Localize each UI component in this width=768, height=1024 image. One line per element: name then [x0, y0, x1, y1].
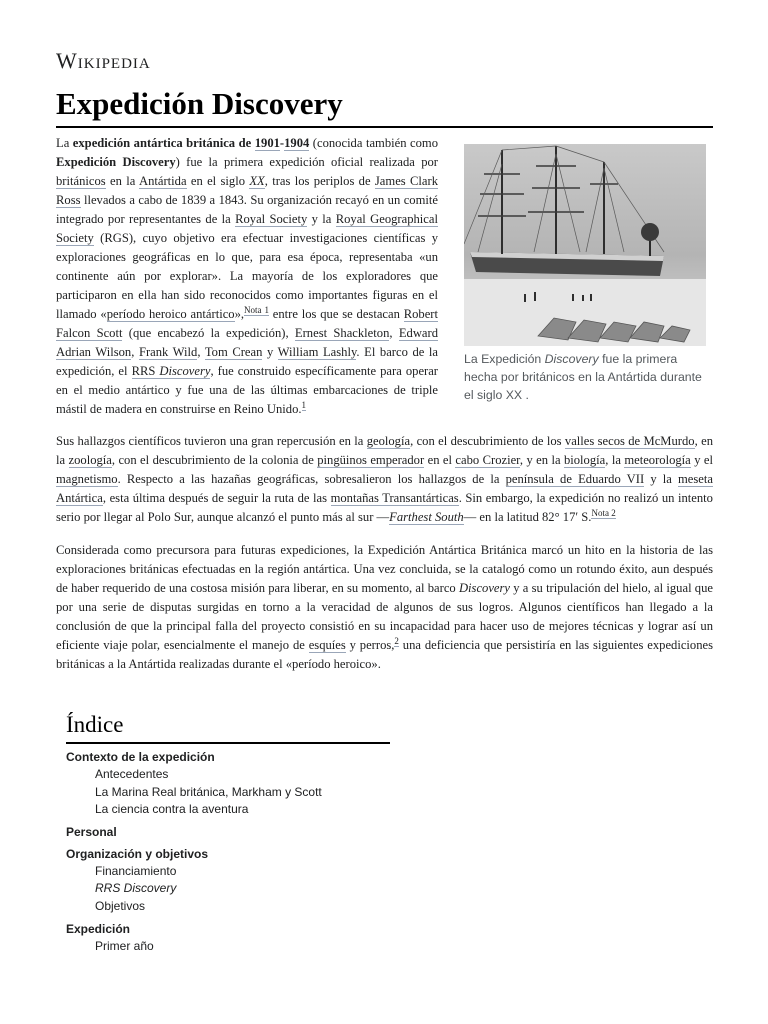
ship-photo[interactable]: [464, 144, 706, 346]
link-james-clark-ross[interactable]: James Clark Ross: [56, 174, 438, 207]
link-farthest-south[interactable]: Farthest South: [389, 510, 464, 524]
toc-item-expedicion[interactable]: Expedición: [66, 921, 131, 936]
toc-item-rrs-discovery[interactable]: RRS Discovery: [95, 881, 177, 896]
link-biologia[interactable]: biología: [563, 453, 606, 467]
link-britanicos[interactable]: británicos: [56, 174, 106, 188]
lead-paragraph-1: La expedición antártica británica de 1901-1904 (conocida también como Expedición Discovery) fue la primera expedición oficial realizada por británicos en la Antártida en el siglo XX, tras los periplos de James Clark Ross llevados a cabo de 1839 a 1843. Su organización recayó en un comité integrado por representantes de la Royal Society y la Royal Geographical Society (RGS), cuyo objetivo era efectuar investigaciones científicas y exploraciones geográficas en lo que, para esa época, representaba «un continente aún por explorar». La mayoría de los exploradores que participaron en ella han sido reconocidos como importantes figuras en el llamado «período heroico antártico»,$^{Nota 1}$ entre los que se destacan Robert Falcon Scott (que encabezó la expedición), Ernest Shackleton, Edward Adrian Wilson, Frank Wild, Tom Crean y William Lashly. El barco de la expedición, el RRS Discovery, fue construido específicamente para operar en el medio antártico y fue una de las últimas embarcaciones de triple mástil de madera en construirse en Reino Unido.$^1$: [56, 136, 439, 416]
link-cabo-crozier[interactable]: cabo Crozier: [455, 453, 520, 467]
lead-figure: [464, 144, 706, 404]
link-meseta-antartica[interactable]: meseta Antártica: [56, 472, 713, 505]
link-meteorologia[interactable]: meteorología: [624, 453, 691, 467]
link-zoologia[interactable]: zoología: [68, 453, 112, 467]
link-tom-crean[interactable]: Tom Crean: [204, 345, 263, 359]
link-royal-society[interactable]: Royal Society: [235, 212, 308, 226]
lead-paragraph-3: Considerada como precursora para futuras expediciones, la Expedición Antártica Británica marcó un hito en la historia de las exploraciones británicas efectuadas en la región antártica. Una vez concluida, se la catalogó como un rotundo éxito, aun después de haber requerido de una costosa misión para liberar, en su momento, al barco Discovery y a su tripulación del hielo, al igual que por una serie de disputas surgidas en torno a la veracidad de algunos de sus logros. Algunos científicos han llegado a la conclusión de que la principal falla del proyecto consistió en su incapacidad para hacer uso de mejores técnicas y lograr así un eficiente viaje polar, esencialmente el manejo de esquíes y perros,$^2$ una deficiencia que persistiría en las siguientes expediciones británicas a la Antártida realizadas durante el «período heroico».: [56, 543, 714, 671]
note-2-ref[interactable]: Nota 2: [591, 507, 616, 518]
ref-1[interactable]: 1: [301, 399, 307, 410]
link-pinguinos-emperador[interactable]: pingüinos emperador: [317, 453, 425, 467]
link-valles-secos[interactable]: valles secos de McMurdo: [564, 434, 695, 448]
toc-item-organizacion[interactable]: Organización y objetivos: [66, 846, 209, 861]
figure-caption: La Expedición Discovery fue la primera hecha por británicos en la Antártida durante el siglo XX .: [464, 352, 702, 402]
lead-paragraph-2: Sus hallazgos científicos tuvieron una gran repercusión en la geología, con el descubrimiento de los valles secos de McMurdo, en la zoología, con el descubrimiento de la colonia de pingüinos emperador en el cabo Crozier, y en la biología, la meteorología y el magnetismo. Respecto a las hazañas geográficas, sobresalieron los hallazgos de la península de Eduardo VII y la meseta Antártica, esta última después de seguir la ruta de las montañas Transantárticas. Sin embargo, la expedición no realizó un intento serio por llegar al Polo Sur, aunque alcanzó el punto más al sur —Farthest South— en la latitud 82° 17′ S.$^{Nota 2}$: [56, 434, 714, 524]
toc-item-primer-ano[interactable]: Primer año: [95, 938, 154, 953]
toc-item-ciencia-aventura[interactable]: La ciencia contra la aventura: [95, 802, 249, 817]
toc-item-marina-real[interactable]: La Marina Real británica, Markham y Scott: [95, 784, 322, 799]
toc-divider: [66, 742, 390, 744]
table-of-contents: [66, 749, 466, 955]
link-periodo-heroico[interactable]: período heroico antártico: [106, 307, 235, 321]
link-rrs-discovery[interactable]: RRS Discovery: [131, 364, 211, 378]
link-1901[interactable]: 1901: [254, 136, 280, 150]
link-frank-wild[interactable]: Frank Wild: [138, 345, 198, 359]
link-william-lashly[interactable]: William Lashly: [277, 345, 357, 359]
toc-item-contexto[interactable]: Contexto de la expedición: [66, 750, 215, 764]
link-ernest-shackleton[interactable]: Ernest Shackleton: [294, 326, 390, 340]
link-siglo-xx[interactable]: XX: [249, 174, 265, 188]
link-edward-adrian-wilson[interactable]: Edward Adrian Wilson: [56, 326, 439, 359]
link-royal-geographical-society[interactable]: Royal Geographical Society: [56, 212, 438, 245]
link-esquies[interactable]: esquíes: [308, 638, 346, 652]
title-divider: [56, 126, 713, 128]
toc-item-financiamiento[interactable]: Financiamiento: [95, 863, 177, 878]
link-1904[interactable]: 1904: [284, 136, 310, 150]
link-antartida[interactable]: Antártida: [138, 174, 187, 188]
link-geologia[interactable]: geología: [366, 434, 411, 448]
link-peninsula-eduardo-vii[interactable]: península de Eduardo VII: [505, 472, 645, 486]
wikipedia-wordmark[interactable]: Wikipedia: [56, 48, 151, 73]
note-1-ref[interactable]: Nota 1: [244, 304, 269, 315]
link-robert-falcon-scott[interactable]: Robert Falcon Scott: [56, 307, 438, 340]
toc-item-objetivos[interactable]: Objetivos: [95, 898, 146, 913]
link-magnetismo[interactable]: magnetismo: [56, 472, 118, 486]
toc-item-personal[interactable]: Personal: [66, 824, 117, 839]
toc-title: Índice: [66, 712, 124, 737]
page-title: Expedición Discovery: [56, 86, 343, 121]
link-montanas-transantarticas[interactable]: montañas Transantárticas: [330, 491, 459, 505]
toc-item-antecedentes[interactable]: Antecedentes: [95, 767, 169, 781]
ref-2[interactable]: 2: [394, 635, 399, 646]
